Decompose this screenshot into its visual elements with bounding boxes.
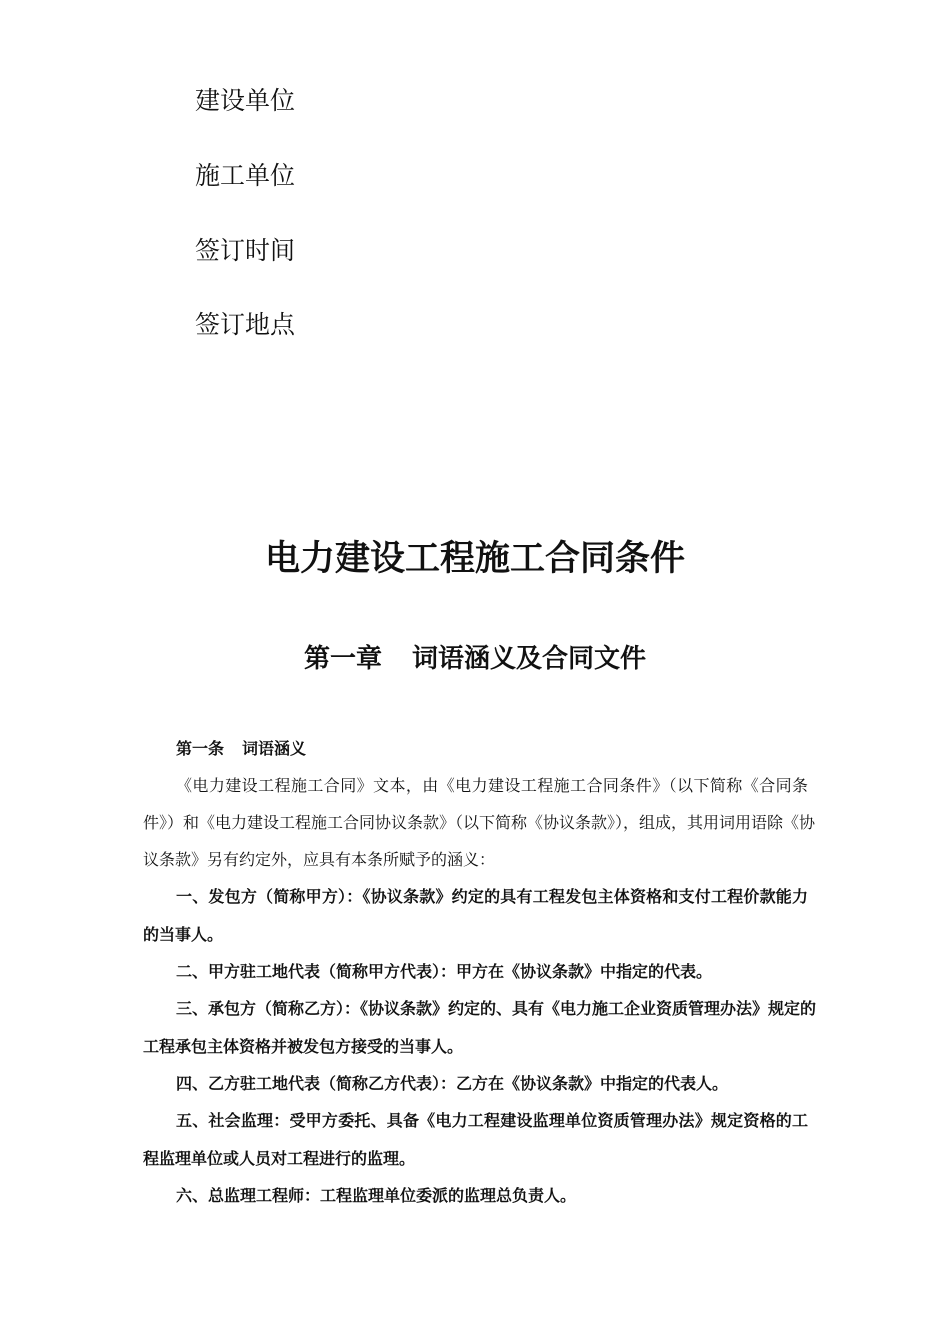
intro-line: 件》）和《电力建设工程施工合同协议条款》（以下简称《协议条款》），组成，其用词用语除《协	[143, 813, 816, 832]
cover-field-signing-place: 签订地点	[195, 310, 296, 339]
definition-line: 一、发包方（简称甲方）：《协议条款》约定的具有工程发包主体资格和支付工程价款能力	[176, 887, 808, 906]
definition-line: 的当事人。	[143, 925, 224, 944]
definition-line: 工程承包主体资格并被发包方接受的当事人。	[143, 1037, 464, 1056]
definition-line: 六、总监理工程师：工程监理单位委派的监理总负责人。	[176, 1186, 577, 1205]
definition-line: 五、社会监理：受甲方委托、具备《电力工程建设监理单位资质管理办法》规定资格的工	[176, 1111, 808, 1130]
chapter-title: 词语涵义及合同文件	[412, 644, 647, 674]
definition-line: 三、承包方（简称乙方）：《协议条款》约定的、具有《电力施工企业资质管理办法》规定的	[176, 999, 817, 1018]
cover-field-contractor-unit: 施工单位	[195, 161, 296, 190]
document-title: 电力建设工程施工合同条件	[264, 538, 685, 579]
intro-line: 《电力建设工程施工合同》文本，由《电力建设工程施工合同条件》（以下简称《合同条	[176, 776, 808, 795]
definition-line: 二、甲方驻工地代表（简称甲方代表）：甲方在《协议条款》中指定的代表。	[176, 962, 713, 981]
cover-field-construction-unit: 建设单位	[195, 86, 296, 115]
chapter-number: 第一章	[303, 644, 382, 674]
article-title: 词语涵义	[242, 739, 307, 758]
chapter-heading	[0, 641, 950, 677]
definition-line: 四、乙方驻工地代表（简称乙方代表）：乙方在《协议条款》中指定的代表人。	[176, 1074, 729, 1093]
cover-field-signing-time: 签订时间	[195, 236, 296, 265]
intro-line: 议条款》另有约定外，应具有本条所赋予的涵义：	[143, 850, 496, 869]
definition-line: 程监理单位或人员对工程进行的监理。	[143, 1149, 416, 1168]
article-number: 第一条	[176, 739, 225, 758]
article-heading	[176, 738, 306, 760]
